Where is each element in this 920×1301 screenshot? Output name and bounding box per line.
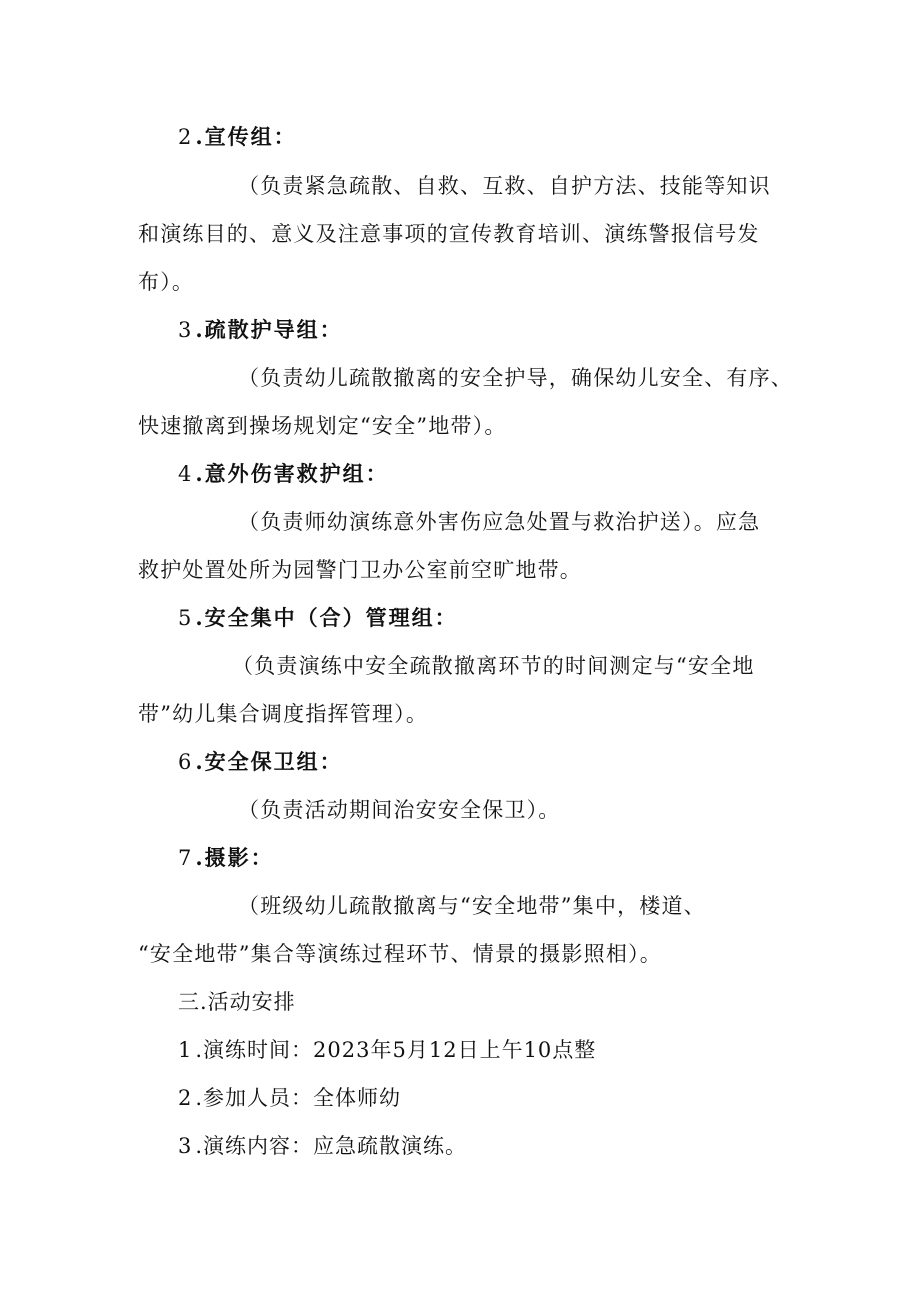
group-2-desc-line-1: （负责紧急疏散、自救、互救、自护方法、技能等知识 <box>238 174 771 198</box>
section-3-item-2-number: 2 <box>178 1086 192 1110</box>
group-4-number: 4 <box>178 462 192 486</box>
section-3-item-2-text: .参加人员：全体师幼 <box>195 1086 402 1110</box>
group-7-title: .摄影： <box>195 845 274 870</box>
section-3-item-1-number: 1 <box>178 1038 192 1062</box>
group-2-title: .宣传组： <box>195 124 297 149</box>
group-4-title: .意外伤害救护组： <box>195 461 389 486</box>
section-3-item-1 <box>178 1035 596 1065</box>
group-6-desc-line-1: （负责活动期间治安安全保卫）。 <box>238 798 561 822</box>
group-2-number: 2 <box>178 125 192 149</box>
group-5-heading <box>178 603 458 633</box>
group-2-heading <box>178 122 297 152</box>
section-3-item-3 <box>178 1131 467 1161</box>
group-3-title: .疏散护导组： <box>195 317 343 342</box>
group-3-heading <box>178 315 343 345</box>
group-2-desc-line-3: 布）。 <box>138 270 195 294</box>
group-5-desc-line-2: 带”幼儿集合调度指挥管理）。 <box>138 702 429 726</box>
group-5-number: 5 <box>178 606 192 630</box>
group-5-title: .安全集中（合）管理组： <box>195 605 458 630</box>
group-4-desc-line-1: （负责师幼演练意外害伤应急处置与救治护送）。应急 <box>238 510 761 534</box>
group-3-desc-line-1: （负责幼儿疏散撤离的安全护导，确保幼儿安全、有序、 <box>238 366 793 390</box>
group-7-desc-line-1: （班级幼儿疏散撤离与“安全地带”集中，楼道、 <box>238 894 706 918</box>
section-3-title: 三.活动安排 <box>178 990 296 1014</box>
section-3-item-2 <box>178 1083 401 1113</box>
section-3-item-1-text: .演练时间：2023年5月12日上午10点整 <box>195 1038 597 1062</box>
group-6-title: .安全保卫组： <box>195 749 343 774</box>
group-7-heading <box>178 843 274 873</box>
group-2-desc-line-2: 和演练目的、意义及注意事项的宣传教育培训、演练警报信号发 <box>138 222 760 246</box>
group-3-number: 3 <box>178 318 192 342</box>
group-6-number: 6 <box>178 750 192 774</box>
group-7-number: 7 <box>178 846 192 870</box>
group-4-heading <box>178 459 389 489</box>
group-4-desc-line-2: 救护处置处所为园警门卫办公室前空旷地带。 <box>138 558 582 582</box>
section-3-item-3-text: .演练内容：应急疏散演练。 <box>195 1134 468 1158</box>
group-5-desc-line-1: （负责演练中安全疏散撤离环节的时间测定与“安全地 <box>232 654 755 678</box>
group-6-heading <box>178 747 343 777</box>
group-7-desc-line-2: “安全地带”集合等演练过程环节、情景的摄影照相）。 <box>138 942 662 966</box>
group-3-desc-line-2: 快速撤离到操场规划定“安全”地带）。 <box>138 414 507 438</box>
section-3-item-3-number: 3 <box>178 1134 192 1158</box>
